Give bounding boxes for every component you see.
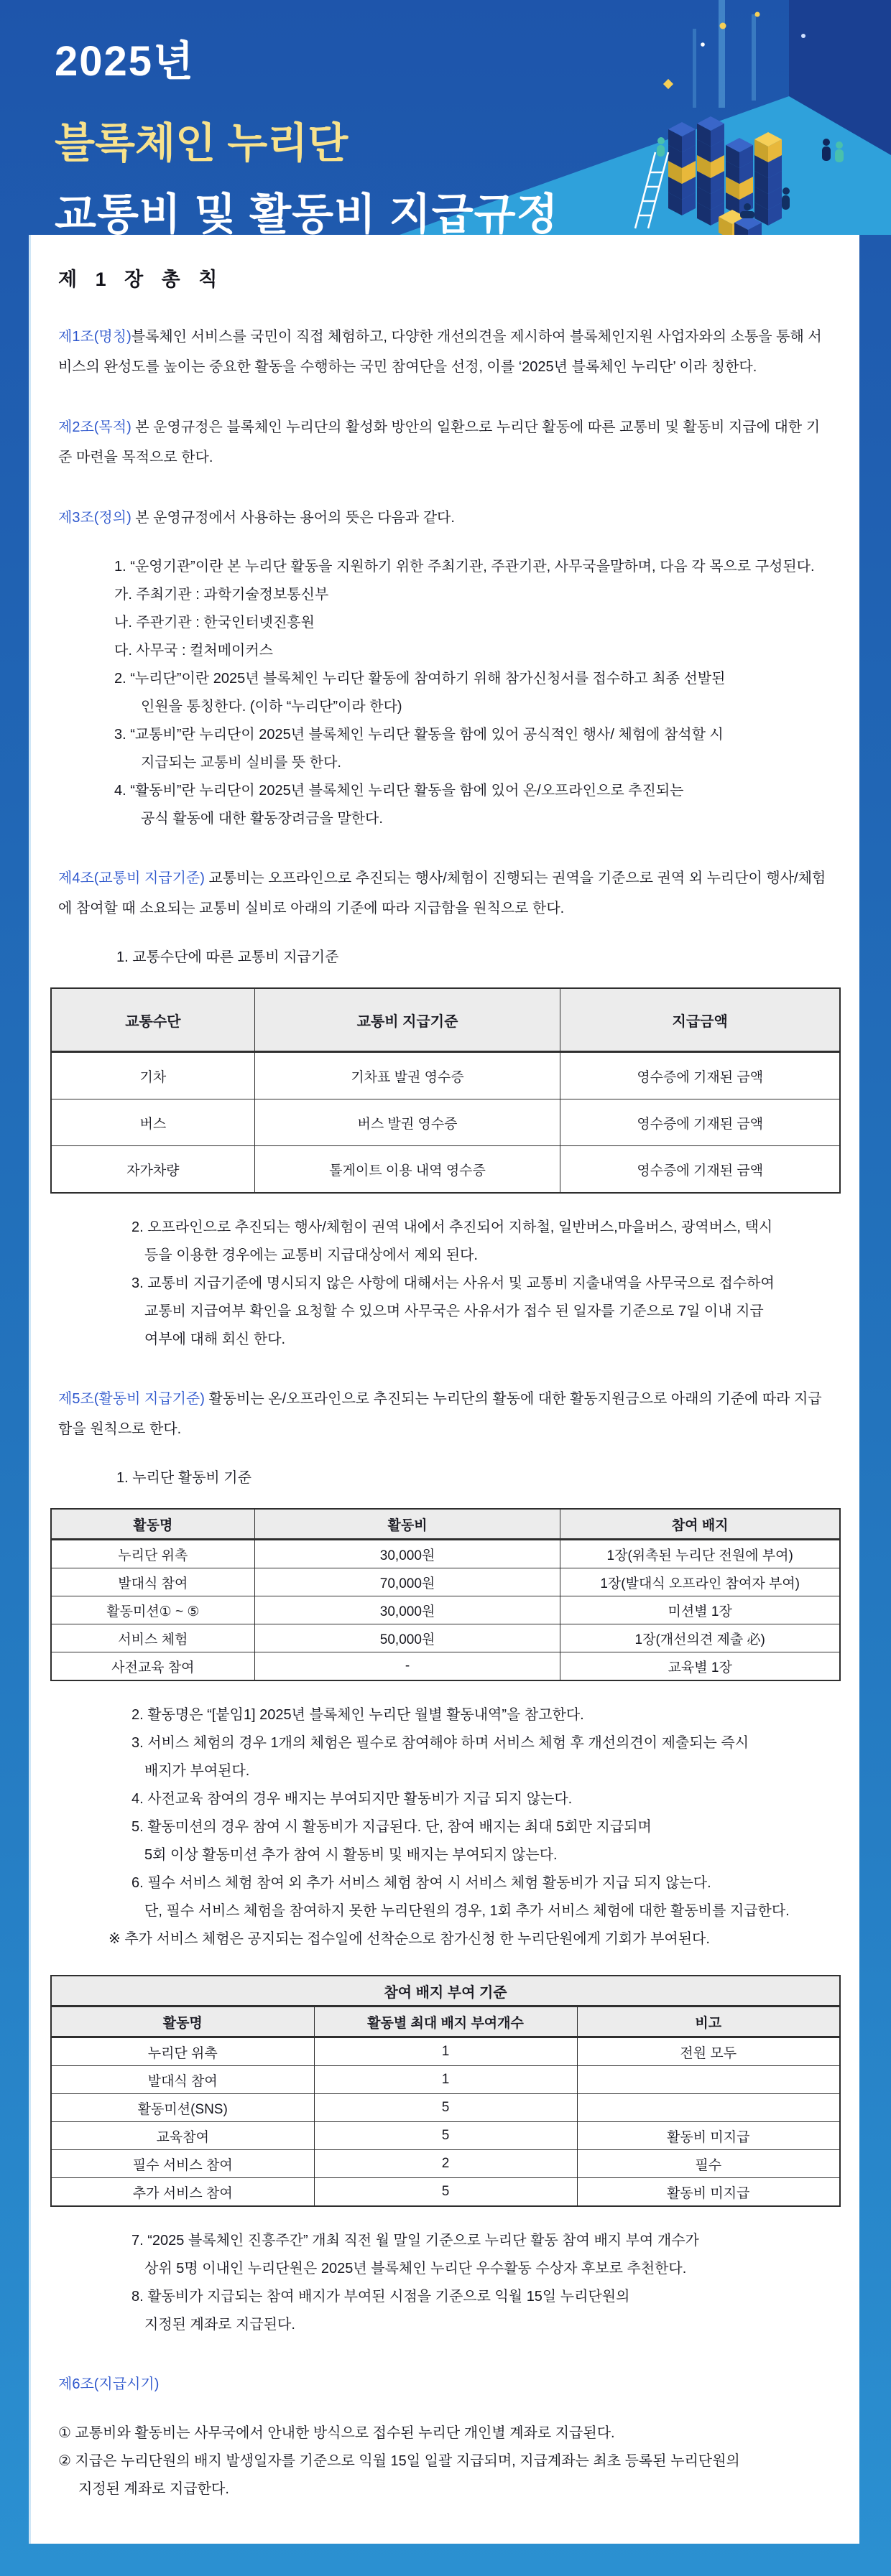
- column-header: 활동명: [51, 1509, 254, 1540]
- list-item: 다. 사무국 : 컬처메이커스: [114, 643, 273, 659]
- table-cell: 70,000원: [254, 1568, 560, 1596]
- list-item: 8. 활동비가 지급되는 참여 배지가 부여된 시점을 기준으로 익월 15일 누리단원의: [131, 2289, 630, 2305]
- article-2: [58, 412, 831, 473]
- article-2-body: 본 운영규정은 블록체인 누리단의 활성화 방안의 일환으로 누리단 활동에 따른 교통비 및 활동비 지급에 대한 기준 마련을 목적으로 한다.: [58, 419, 821, 465]
- table-cell: 활동비 미지급: [577, 2178, 840, 2207]
- table-title: 참여 배지 부여 기준: [51, 1976, 840, 2007]
- table-header-row: [51, 988, 840, 1052]
- table-cell: 2: [314, 2150, 577, 2178]
- list-item: 2. 활동명은 “[붙임1] 2025년 블록체인 누리단 월별 활동내역”을 참고한다.: [131, 1707, 584, 1723]
- article-3: [58, 503, 831, 533]
- column-header: 활동별 최대 배지 부여개수: [314, 2007, 577, 2037]
- list-item: ① 교통비와 활동비는 사무국에서 안내한 방식으로 접수된 누리단 개인별 계좌로 지급된다.: [58, 2425, 615, 2441]
- poster-header: [0, 0, 891, 235]
- table-cell: 1: [314, 2066, 577, 2094]
- list-item: 1. “운영기관”이란 본 누리단 활동을 지원하기 위한 주최기관, 주관기관, 사무국을말하며, 다음 각 목으로 구성된다.: [114, 559, 815, 575]
- table-row: [51, 2066, 840, 2094]
- article-4: [58, 863, 831, 924]
- table-cell: 전원 모두: [577, 2037, 840, 2066]
- table-cell: [577, 2094, 840, 2122]
- table-row: [51, 1052, 840, 1099]
- list-item: ② 지급은 누리단원의 배지 발생일자를 기준으로 익월 15일 일괄 지급되며, 지급계좌는 최초 등록된 누리단원의: [58, 2453, 740, 2469]
- table-cell: 서비스 체험: [51, 1624, 254, 1652]
- list-item-continuation: 5회 이상 활동미션 추가 참여 시 활동비 및 배지는 부여되지 않는다.: [144, 1847, 558, 1863]
- table-cell: 5: [314, 2094, 577, 2122]
- column-header: 참여 배지: [560, 1509, 840, 1540]
- article-3-body: 본 운영규정에서 사용하는 용어의 뜻은 다음과 같다.: [135, 510, 455, 526]
- badge-criteria-table: [50, 1975, 841, 2207]
- table-row: [51, 1624, 840, 1652]
- list-item: 나. 주관기관 : 한국인터넷진흥원: [114, 615, 315, 631]
- article-5-label: 제5조(활동비 지급기준): [58, 1391, 205, 1407]
- table-cell: 기차표 발권 영수증: [254, 1052, 560, 1099]
- table-cell: 누리단 위촉: [51, 1540, 254, 1568]
- floating-dots: [663, 12, 805, 90]
- table-cell: 50,000원: [254, 1624, 560, 1652]
- list-item-continuation: 공식 활동에 대한 활동장려금을 말한다.: [141, 811, 383, 827]
- list-item: 3. 서비스 체험의 경우 1개의 체험은 필수로 참여해야 하며 서비스 체험 후 개선의견이 제출되는 즉시: [131, 1735, 749, 1751]
- article-1-body: 블록체인 서비스를 국민이 직접 체험하고, 다양한 개선의견을 제시하여 블록체인지원 사업자와의 소통을 통해 서비스의 완성도를 높이는 중요한 활동을 수행하는 국민 참여단을 선정, 이를 ‘2025년 블록체인 누리단’ 이라 칭한다.: [58, 329, 822, 375]
- table-cell: 필수: [577, 2150, 840, 2178]
- list-item: 가. 주최기관 : 과학기술정보통신부: [114, 587, 329, 603]
- table-cell: 누리단 위촉: [51, 2037, 314, 2066]
- list-item: 2. “누리단”이란 2025년 블록체인 누리단 활동에 참여하기 위해 참가신청서를 접수하고 최종 선발된: [114, 671, 726, 687]
- table-cell: 미션별 1장: [560, 1596, 840, 1624]
- table-row: [51, 1146, 840, 1194]
- table-cell: 버스 발권 영수증: [254, 1099, 560, 1146]
- list-item-continuation: 상위 5명 이내인 누리단원은 2025년 블록체인 누리단 우수활동 수상자 후보로 추천한다.: [144, 2261, 687, 2277]
- table-cell: 영수증에 기재된 금액: [560, 1146, 840, 1194]
- activity-table-caption: 1. 누리단 활동비 기준: [116, 1470, 251, 1486]
- list-item-continuation: 여부에 대해 회신 한다.: [144, 1331, 286, 1347]
- list-item: 4. “활동비”란 누리단이 2025년 블록체인 누리단 활동을 함에 있어 온/오프라인으로 추진되는: [114, 783, 684, 799]
- list-item: 3. 교통비 지급기준에 명시되지 않은 사항에 대해서는 사유서 및 교통비 지출내역을 사무국으로 접수하여: [131, 1275, 775, 1291]
- list-item-continuation: 지정된 계좌로 지급된다.: [144, 2317, 295, 2333]
- table-cell: 톨게이트 이용 내역 영수증: [254, 1146, 560, 1194]
- list-item-note: ※ 추가 서비스 체험은 공지되는 접수일에 선착순으로 참가신청 한 누리단원에게 기회가 부여된다.: [109, 1931, 710, 1947]
- table-cell: 발대식 참여: [51, 2066, 314, 2094]
- table-row: [51, 1652, 840, 1681]
- table-row: [51, 2150, 840, 2178]
- column-header: 교통수단: [51, 988, 254, 1052]
- badge-notes-list: [31, 2227, 859, 2339]
- article-5-body: 활동비는 온/오프라인으로 추진되는 누리단의 활동에 대한 활동지원금으로 아래의 기준에 따라 지급함을 원칙으로 한다.: [58, 1391, 822, 1437]
- definitions-list: [31, 553, 859, 833]
- article-2-label: 제2조(목적): [58, 419, 131, 435]
- poster-title-block: [55, 27, 559, 235]
- table-header-row: [51, 1509, 840, 1540]
- table-cell: 영수증에 기재된 금액: [560, 1052, 840, 1099]
- article-4-body: 교통비는 오프라인으로 추진되는 행사/체험이 진행되는 권역을 기준으로 권역 외 누리단이 행사/체험에 참여할 때 소요되는 교통비 실비로 아래의 기준에 따라 지급함을 원칙으로 한다.: [58, 870, 826, 916]
- table-header-row: [51, 2007, 840, 2037]
- table-cell: 필수 서비스 참여: [51, 2150, 314, 2178]
- title-program-name: 블록체인 누리단: [55, 120, 348, 167]
- table-cell: 30,000원: [254, 1540, 560, 1568]
- list-item: 6. 필수 서비스 체험 참여 외 추가 서비스 체험 참여 시 서비스 체험 활동비가 지급 되지 않는다.: [131, 1875, 711, 1891]
- table-cell: -: [254, 1652, 560, 1681]
- table-cell: [577, 2066, 840, 2094]
- title-year: 2025년: [55, 38, 195, 85]
- activity-fee-table: [50, 1508, 841, 1681]
- transport-fee-table: [50, 987, 841, 1194]
- footer-band: [0, 2544, 891, 2576]
- article-4-label: 제4조(교통비 지급기준): [58, 870, 205, 886]
- list-item-continuation: 지급되는 교통비 실비를 뜻 한다.: [141, 755, 341, 771]
- table-cell: 교육별 1장: [560, 1652, 840, 1681]
- list-item: 5. 활동미션의 경우 참여 시 활동비가 지급된다. 단, 참여 배지는 최대 5회만 지급되며: [131, 1819, 652, 1835]
- table-cell: 자가차량: [51, 1146, 254, 1194]
- table-cell: 1장(위촉된 누리단 전원에 부여): [560, 1540, 840, 1568]
- table-cell: 1장(개선의견 제출 必): [560, 1624, 840, 1652]
- table-cell: 기차: [51, 1052, 254, 1099]
- table-cell: 영수증에 기재된 금액: [560, 1099, 840, 1146]
- article-1: [58, 322, 831, 382]
- table-row: [51, 1099, 840, 1146]
- table-cell: 활동미션(SNS): [51, 2094, 314, 2122]
- list-item: 3. “교통비”란 누리단이 2025년 블록체인 누리단 활동을 함에 있어 공식적인 행사/ 체험에 참석할 시: [114, 727, 724, 743]
- list-item: 4. 사전교육 참여의 경우 배지는 부여되지만 활동비가 지급 되지 않는다.: [131, 1791, 573, 1807]
- table-cell: 사전교육 참여: [51, 1652, 254, 1681]
- article-6-label: 제6조(지급시기): [58, 2376, 160, 2392]
- table-cell: 활동비 미지급: [577, 2122, 840, 2150]
- list-item-continuation: 단, 필수 서비스 체험을 참여하지 못한 누리단원의 경우, 1회 추가 서비스 체험에 대한 활동비를 지급한다.: [144, 1903, 790, 1919]
- article-3-label: 제3조(정의): [58, 510, 131, 526]
- table-cell: 5: [314, 2122, 577, 2150]
- column-header: 활동비: [254, 1509, 560, 1540]
- table-cell: 발대식 참여: [51, 1568, 254, 1596]
- list-item: 2. 오프라인으로 추진되는 행사/체험이 권역 내에서 추진되어 지하철, 일반버스,마을버스, 광역버스, 택시: [131, 1219, 773, 1235]
- column-header: 비고: [577, 2007, 840, 2037]
- table-row: [51, 2122, 840, 2150]
- list-item-continuation: 배지가 부여된다.: [144, 1763, 250, 1779]
- table-row: [51, 1596, 840, 1624]
- column-header: 활동명: [51, 2007, 314, 2037]
- article-1-label: 제1조(명칭): [58, 329, 131, 345]
- list-item: 7. “2025 블록체인 진흥주간” 개최 직전 월 말일 기준으로 누리단 활동 참여 배지 부여 개수가: [131, 2233, 699, 2249]
- list-item-continuation: 교통비 지급여부 확인을 요청할 수 있으며 사무국은 사유서가 접수 된 일자를 기준으로 7일 이내 지급: [144, 1303, 764, 1319]
- title-subject: 교통비 및 활동비 지급규정: [55, 190, 559, 235]
- article-6-items: [31, 2419, 859, 2503]
- article-6: [58, 2369, 831, 2399]
- table-row: [51, 2178, 840, 2207]
- table-row: [51, 2037, 840, 2066]
- table-cell: 교육참여: [51, 2122, 314, 2150]
- activity-notes-list: [31, 1701, 859, 1953]
- article-5: [58, 1384, 831, 1444]
- table-title-row: [51, 1976, 840, 2007]
- table-row: [51, 1568, 840, 1596]
- table-cell: 추가 서비스 참여: [51, 2178, 314, 2207]
- table-row: [51, 1540, 840, 1568]
- table-cell: 30,000원: [254, 1596, 560, 1624]
- list-item-continuation: 지정된 계좌로 지급한다.: [78, 2481, 229, 2497]
- column-header: 교통비 지급기준: [254, 988, 560, 1052]
- transport-table-caption: 1. 교통수단에 따른 교통비 지급기준: [116, 949, 339, 965]
- list-item-continuation: 등을 이용한 경우에는 교통비 지급대상에서 제외 된다.: [144, 1247, 478, 1263]
- list-item-continuation: 인원을 통칭한다. (이하 “누리단”이라 한다): [141, 699, 402, 715]
- table-cell: 1장(발대식 오프라인 참여자 부여): [560, 1568, 840, 1596]
- table-row: [51, 2094, 840, 2122]
- column-header: 지급금액: [560, 988, 840, 1052]
- table-cell: 5: [314, 2178, 577, 2207]
- chapter-heading: 제 1 장 총 칙: [58, 269, 224, 290]
- transport-notes-list: [31, 1214, 859, 1354]
- table-cell: 버스: [51, 1099, 254, 1146]
- document-body: [31, 235, 859, 2544]
- table-cell: 활동미션① ~ ⑤: [51, 1596, 254, 1624]
- table-cell: 1: [314, 2037, 577, 2066]
